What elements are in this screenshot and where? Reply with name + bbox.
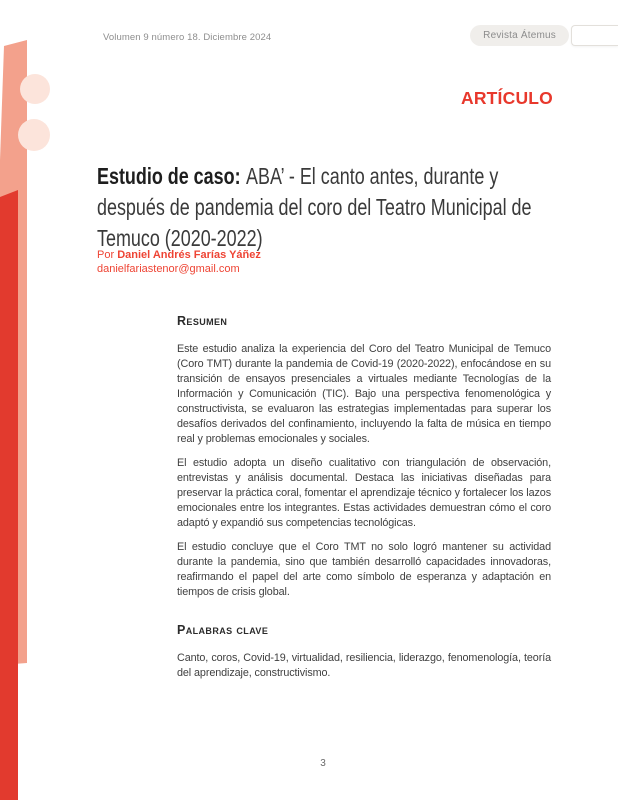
red-bar-decoration [0, 190, 18, 800]
volume-issue-date: Volumen 9 número 18. Diciembre 2024 [103, 32, 272, 43]
abstract-heading: Resumen [177, 314, 228, 328]
pink-circle-decoration-bottom [18, 119, 50, 151]
abstract-section [177, 314, 551, 690]
section-label: ARTÍCULO [460, 88, 553, 108]
author-name: Daniel Andrés Farías Yáñez [117, 249, 261, 261]
keywords-text: Canto, coros, Covid-19, virtualidad, resiliencia, liderazgo, fenomenología, teoría del aprendizaje, constructivismo. [177, 652, 551, 679]
article-title-prefix: Estudio de caso: [97, 163, 241, 190]
author-email-link[interactable]: danielfariastenor@gmail.com [97, 263, 240, 275]
journal-badge-label: Revista Átemus [470, 25, 569, 46]
byline-prefix: Por [97, 249, 118, 261]
article-title [97, 161, 565, 254]
abstract-paragraph: El estudio adopta un diseño cualitativo con triangulación de observación, entrevistas y análisis documental. Destaca las iniciativas diseñadas para preservar la práctica coral, fomentar el aprendizaje técnico y fortalecer los lazos emocionales entre los integrantes. Estas actividades demuestran cómo el coro adaptó y expandió sus competencias tecnológicas. [177, 457, 551, 529]
abstract-paragraph: Este estudio analiza la experiencia del Coro del Teatro Municipal de Temuco (Coro TMT) durante la pandemia de Covid-19 (2020-2022), enfocándose en su transición de ensayos presenciales a virtuales mediante Tecnologías de la Información y Comunicación (TIC). Bajo una perspectiva fenomenológica y constructivista, se evaluaron las estrategias implementadas para superar los desafíos derivados del confinamiento, incluyendo la falta de música en tiempo real y problemas emocionales y sociales. [177, 343, 551, 445]
abstract-paragraph: El estudio concluye que el Coro TMT no solo logró mantener su actividad durante la pandemia, sino que también desarrolló capacidades innovadoras, reafirmando el papel del arte como símbolo de esperanza y adaptación en tiempos de crisis global. [177, 541, 551, 598]
keywords-heading: Palabras clave [177, 623, 269, 637]
page-number: 3 [320, 758, 326, 769]
article-title-rest: ABA’ - El canto antes, durante y después de pandemia del coro del Teatro Municipal de Temuco (2020-2022) [97, 163, 532, 252]
journal-badge [470, 25, 618, 46]
journal-badge-box [571, 25, 618, 46]
byline [97, 248, 261, 263]
